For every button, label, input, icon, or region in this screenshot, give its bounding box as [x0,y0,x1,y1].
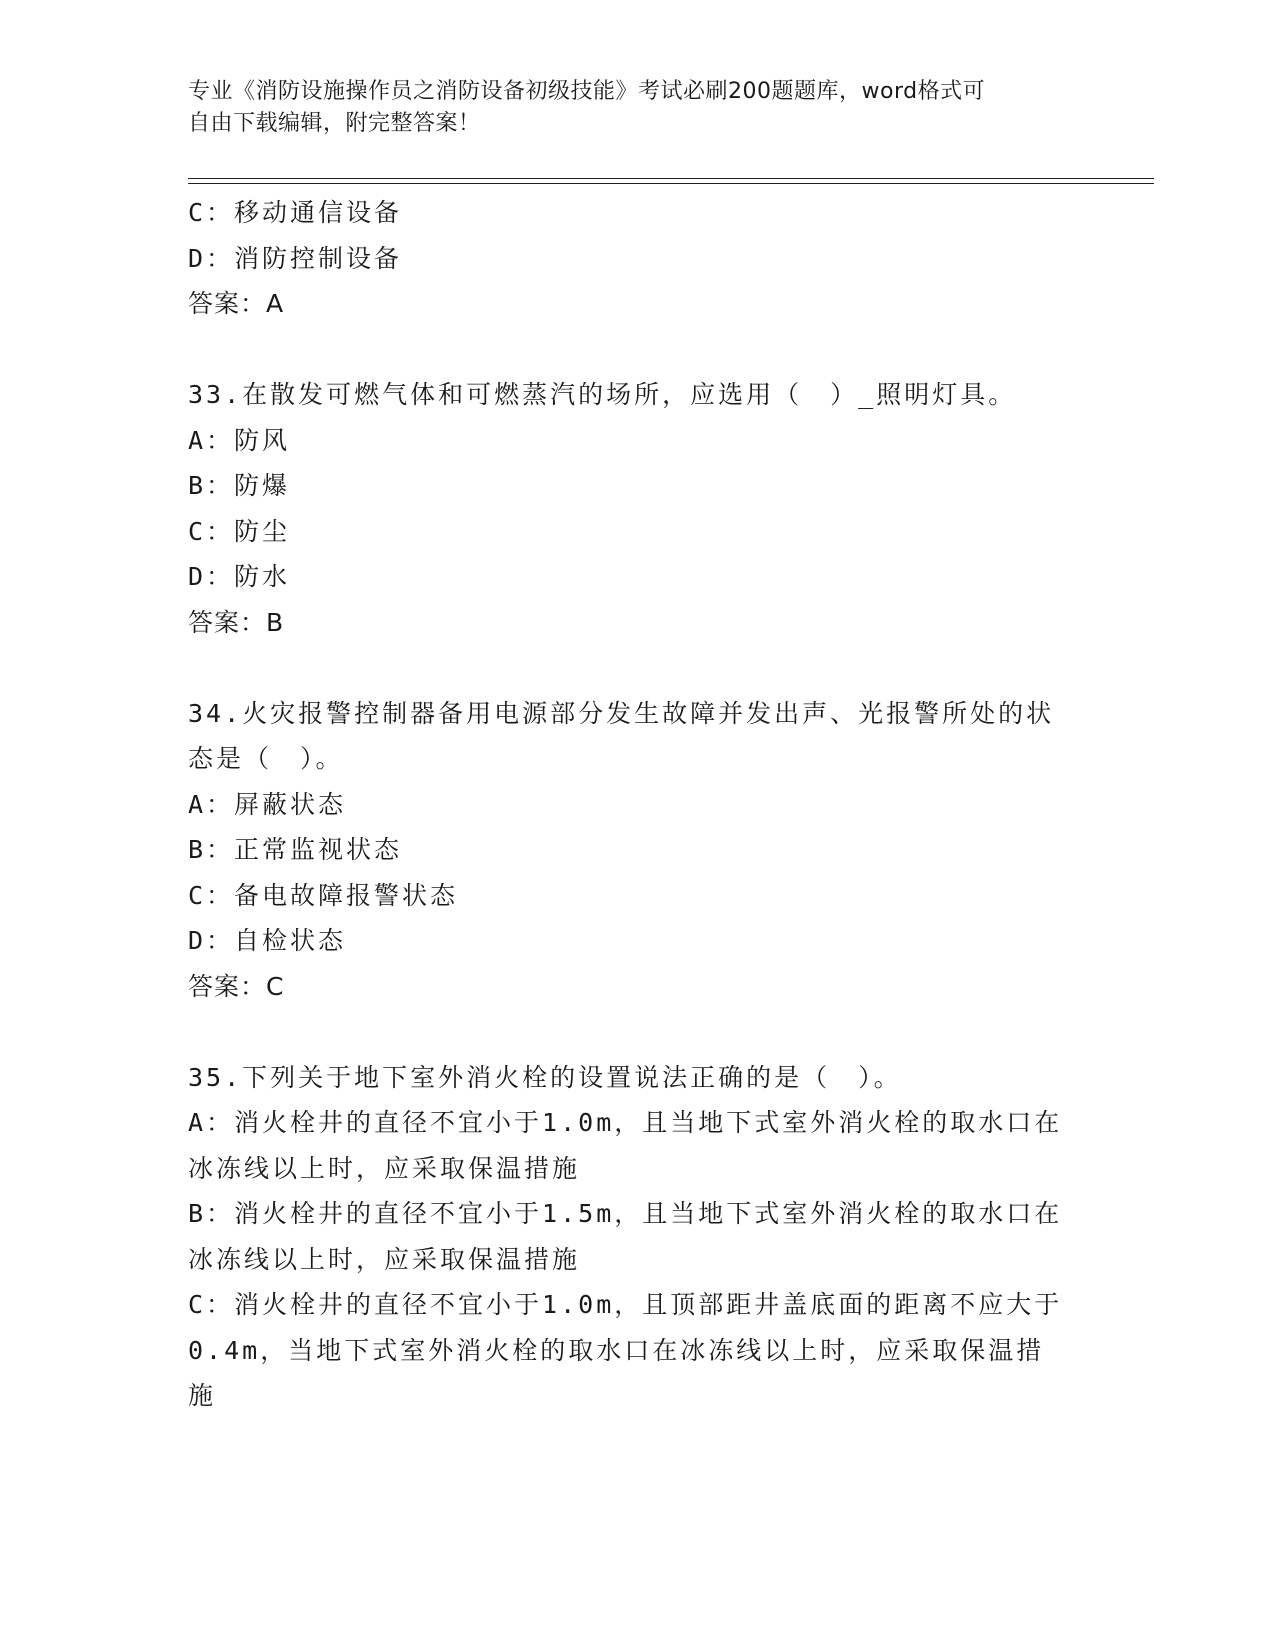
q34-option-c: C：备电故障报警状态 [188,880,459,910]
q33-stem: 33.在散发可燃气体和可燃蒸汽的场所，应选用（ ）_照明灯具。 [188,380,1017,409]
prev-option-c: C：移动通信设备 [188,198,403,227]
q35-option-b-line-1: B：消火栓井的直径不宜小于1.5m，且当地下式室外消火栓的取水口在 [188,1199,1063,1228]
q34-option-b: B：正常监视状态 [188,835,403,864]
q33-answer: 答案：B [188,607,285,637]
q33-option-c: C：防尘 [188,516,291,546]
q35-option-a-line-2: 冰冻线以上时，应采取保温措施 [188,1153,581,1183]
prev-option-d: D：消防控制设备 [188,243,403,273]
q34-option-a: A：屏蔽状态 [188,789,347,819]
q34-answer: 答案：C [188,971,285,1001]
q35-stem: 35.下列关于地下室外消火栓的设置说法正确的是（ ）。 [188,1062,902,1092]
q34-option-d: D：自检状态 [188,926,347,955]
header-line-1: 专业《消防设施操作员之消防设备初级技能》考试必刷200题题库，word格式可 [188,79,986,104]
question-content [188,190,1088,1419]
spacer [188,645,1088,691]
q33-option-d: D：防水 [188,562,291,591]
q35-option-c-line-2: 0.4m，当地下式室外消火栓的取水口在冰冻线以上时，应采取保温措 [188,1335,1045,1365]
q34-stem-line-1: 34.火灾报警控制器备用电源部分发生故障并发出声、光报警所处的状 [188,698,1055,728]
header-divider-bottom [188,183,1154,184]
q35-option-a-line-1: A：消火栓井的直径不宜小于1.0m，且当地下式室外消火栓的取水口在 [188,1108,1063,1137]
header-divider-top [188,178,1154,179]
header-line-2: 自由下载编辑，附完整答案！ [188,111,481,136]
q34-stem-line-2: 态是（ ）。 [188,744,344,773]
page-header [188,76,1088,140]
spacer [188,327,1088,373]
q33-option-a: A：防风 [188,425,291,455]
q35-option-c-line-1: C：消火栓井的直径不宜小于1.0m，且顶部距井盖底面的距离不应大于 [188,1290,1063,1319]
q33-option-b: B：防爆 [188,471,291,500]
q35-option-b-line-2: 冰冻线以上时，应采取保温措施 [188,1244,581,1274]
spacer [188,1009,1088,1055]
prev-answer: 答案：A [188,289,285,318]
q35-option-c-line-3: 施 [188,1381,217,1410]
